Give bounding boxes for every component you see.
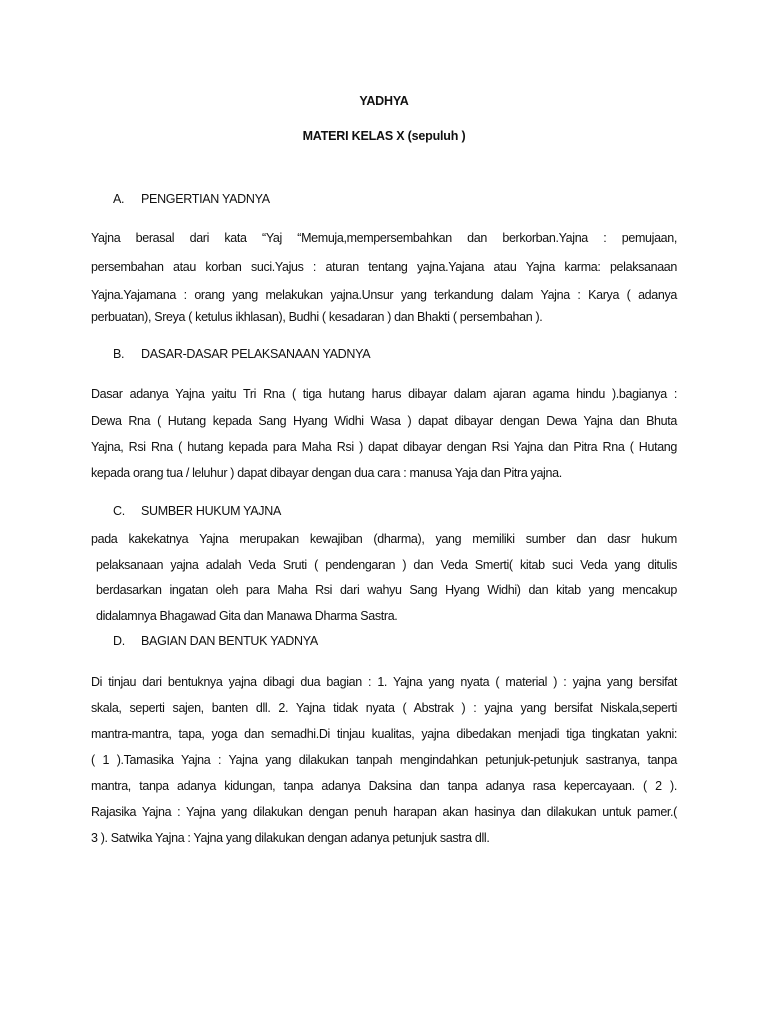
paragraph-line: persembahan atau korban suci.Yajus : aturan tentang yajna.Yajana atau Yajna karma: pelaksanaan — [91, 260, 677, 274]
paragraph-line: pelaksanaan yajna adalah Veda Sruti ( pendengaran ) dan Veda Smerti( kitab suci Veda yang ditulis — [96, 558, 677, 572]
paragraph-line: berdasarkan ingatan oleh para Maha Rsi dari wahyu Sang Hyang Widhi) dan kitab yang mencakup — [96, 583, 677, 597]
section-title: DASAR-DASAR PELAKSANAAN YADNYA — [141, 347, 371, 361]
paragraph-line: Dasar adanya Yajna yaitu Tri Rna ( tiga hutang harus dibayar dalam ajaran agama hindu ).bagianya : — [91, 387, 677, 401]
paragraph-line: Dewa Rna ( Hutang kepada Sang Hyang Widhi Wasa ) dapat dibayar dengan Dewa Yajna dan Bhuta — [91, 414, 677, 428]
section-letter: C. — [113, 504, 125, 518]
section-heading-c — [113, 504, 281, 518]
paragraph-line: kepada orang tua / leluhur ) dapat dibayar dengan dua cara : manusa Yaja dan Pitra yajna. — [91, 466, 562, 480]
paragraph-line: skala, seperti sajen, banten dll. 2. Yajna tidak nyata ( Abstrak ) : yajna yang bersifat Niskala,seperti — [91, 701, 677, 715]
paragraph-line: Di tinjau dari bentuknya yajna dibagi dua bagian : 1. Yajna yang nyata ( material ) : yajna yang bersifat — [91, 675, 677, 689]
paragraph-line: Yajna berasal dari kata “Yaj “Memuja,mempersembahkan dan berkorban.Yajna : pemujaan, — [91, 231, 677, 245]
section-letter: D. — [113, 634, 125, 648]
paragraph-line: ( 1 ).Tamasika Yajna : Yajna yang dilakukan tanpah mengindahkan petunjuk-petunjuk sastranya, tanpa — [91, 753, 677, 767]
section-letter: B. — [113, 347, 125, 361]
paragraph-line: Yajna.Yajamana : orang yang melakukan yajna.Unsur yang terkandung dalam Yajna : Karya ( adanya — [91, 288, 677, 302]
document-subtitle: MATERI KELAS X (sepuluh ) — [302, 129, 466, 143]
document-title: YADHYA — [359, 94, 409, 108]
paragraph-line: Yajna, Rsi Rna ( hutang kepada para Maha Rsi ) dapat dibayar dengan Rsi Yajna dan Pitra Rna ( Hutang — [91, 440, 677, 454]
paragraph-line: mantra-mantra, tapa, yoga dan semadhi.Di tinjau kualitas, yajna dibedakan menjadi tiga tingkatan yakni: — [91, 727, 677, 741]
section-title: PENGERTIAN YADNYA — [141, 192, 270, 206]
section-letter: A. — [113, 192, 125, 206]
section-title: BAGIAN DAN BENTUK YADNYA — [141, 634, 318, 648]
paragraph-line: perbuatan), Sreya ( ketulus ikhlasan), Budhi ( kesadaran ) dan Bhakti ( persembahan ). — [91, 310, 543, 324]
paragraph-line: Rajasika Yajna : Yajna yang dilakukan dengan penuh harapan akan hasinya dan dilakukan untuk pamer.( — [91, 805, 677, 819]
paragraph-line: 3 ). Satwika Yajna : Yajna yang dilakukan dengan adanya petunjuk sastra dll. — [91, 831, 490, 845]
section-heading-d — [113, 634, 318, 648]
section-heading-b — [113, 347, 370, 361]
paragraph-line: pada kakekatnya Yajna merupakan kewajiban (dharma), yang memiliki sumber dan dasr hukum — [91, 532, 677, 546]
section-title: SUMBER HUKUM YAJNA — [141, 504, 281, 518]
section-heading-a — [113, 192, 270, 206]
paragraph-line: mantra, tanpa adanya kidungan, tanpa adanya Daksina dan tanpa adanya rasa kepercayaan. ( 2 ). — [91, 779, 677, 793]
paragraph-line: didalamnya Bhagawad Gita dan Manawa Dharma Sastra. — [96, 609, 398, 623]
